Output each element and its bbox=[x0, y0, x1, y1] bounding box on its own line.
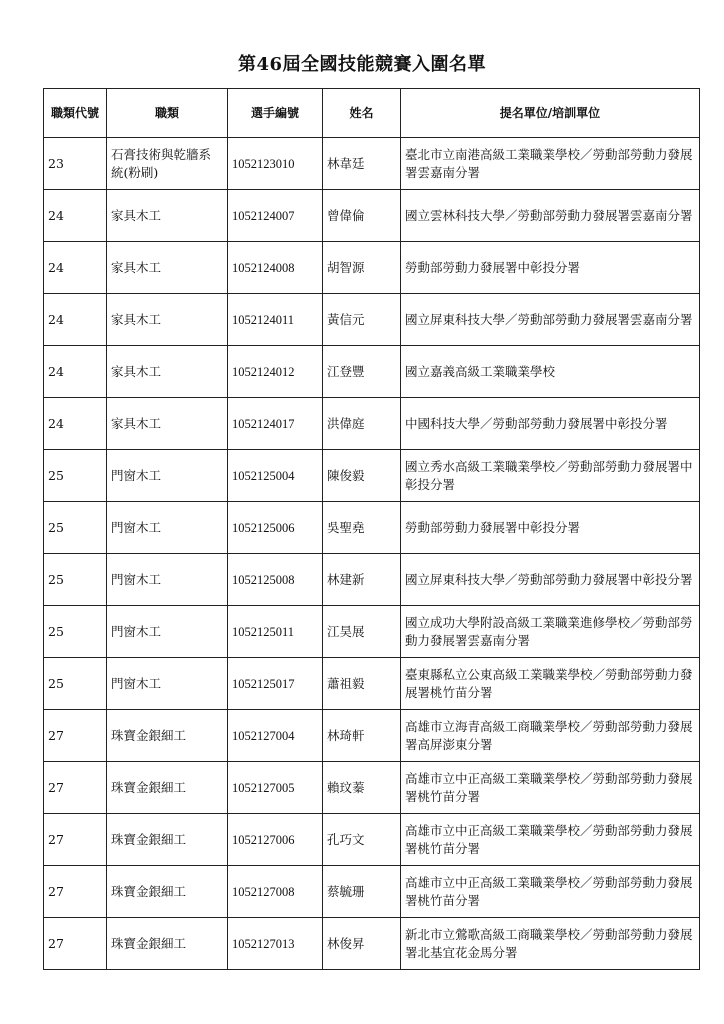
table-row bbox=[44, 866, 700, 918]
unit-cell: 勞動部勞動力發展署中彰投分署 bbox=[401, 502, 700, 554]
table-row bbox=[44, 658, 700, 710]
table-row bbox=[44, 138, 700, 190]
code-cell: 24 bbox=[44, 294, 107, 346]
header-name: 姓名 bbox=[323, 89, 401, 138]
unit-cell: 國立雲林科技大學／勞動部勞動力發展署雲嘉南分署 bbox=[401, 190, 700, 242]
name-cell: 胡智源 bbox=[323, 242, 401, 294]
code-cell: 27 bbox=[44, 814, 107, 866]
unit-cell: 新北市立鶯歌高級工商職業學校／勞動部勞動力發展署北基宜花金馬分署 bbox=[401, 918, 700, 970]
code-cell: 25 bbox=[44, 606, 107, 658]
trade-cell: 門窗木工 bbox=[107, 554, 228, 606]
code-cell: 25 bbox=[44, 502, 107, 554]
table-row bbox=[44, 554, 700, 606]
code-cell: 27 bbox=[44, 866, 107, 918]
competitor-number-cell: 1052124011 bbox=[228, 294, 323, 346]
unit-cell: 臺東縣私立公東高級工業職業學校／勞動部勞動力發展署桃竹苗分署 bbox=[401, 658, 700, 710]
table-row bbox=[44, 814, 700, 866]
competitor-number-cell: 1052127006 bbox=[228, 814, 323, 866]
name-cell: 江登豐 bbox=[323, 346, 401, 398]
competitor-number-cell: 1052125017 bbox=[228, 658, 323, 710]
competitor-number-cell: 1052125006 bbox=[228, 502, 323, 554]
competitor-number-cell: 1052124008 bbox=[228, 242, 323, 294]
code-cell: 27 bbox=[44, 710, 107, 762]
unit-cell: 國立嘉義高級工業職業學校 bbox=[401, 346, 700, 398]
trade-cell: 珠寶金銀細工 bbox=[107, 814, 228, 866]
unit-cell: 中國科技大學／勞動部勞動力發展署中彰投分署 bbox=[401, 398, 700, 450]
code-cell: 25 bbox=[44, 450, 107, 502]
table-row bbox=[44, 710, 700, 762]
code-cell: 25 bbox=[44, 658, 107, 710]
code-cell: 24 bbox=[44, 190, 107, 242]
table-row bbox=[44, 294, 700, 346]
unit-cell: 高雄市立中正高級工業職業學校／勞動部勞動力發展署桃竹苗分署 bbox=[401, 814, 700, 866]
unit-cell: 國立秀水高級工業職業學校／勞動部勞動力發展署中彰投分署 bbox=[401, 450, 700, 502]
table-row bbox=[44, 606, 700, 658]
name-cell: 孔巧文 bbox=[323, 814, 401, 866]
header-unit: 提名單位/培訓單位 bbox=[401, 89, 700, 138]
trade-cell: 門窗木工 bbox=[107, 450, 228, 502]
code-cell: 25 bbox=[44, 554, 107, 606]
name-cell: 蔡毓珊 bbox=[323, 866, 401, 918]
competitor-number-cell: 1052124012 bbox=[228, 346, 323, 398]
name-cell: 賴玟蓁 bbox=[323, 762, 401, 814]
competitor-number-cell: 1052123010 bbox=[228, 138, 323, 190]
code-cell: 23 bbox=[44, 138, 107, 190]
competitor-number-cell: 1052125004 bbox=[228, 450, 323, 502]
unit-cell: 國立屏東科技大學／勞動部勞動力發展署雲嘉南分署 bbox=[401, 294, 700, 346]
code-cell: 24 bbox=[44, 398, 107, 450]
page-title: 第46屆全國技能競賽入圍名單 bbox=[237, 54, 487, 75]
trade-cell: 門窗木工 bbox=[107, 658, 228, 710]
trade-cell: 珠寶金銀細工 bbox=[107, 866, 228, 918]
table-row bbox=[44, 346, 700, 398]
trade-cell: 門窗木工 bbox=[107, 502, 228, 554]
table-row bbox=[44, 190, 700, 242]
competitor-number-cell: 1052125008 bbox=[228, 554, 323, 606]
trade-cell: 珠寶金銀細工 bbox=[107, 762, 228, 814]
trade-cell: 家具木工 bbox=[107, 190, 228, 242]
trade-cell: 家具木工 bbox=[107, 294, 228, 346]
table-row bbox=[44, 762, 700, 814]
unit-cell: 臺北市立南港高級工業職業學校／勞動部勞動力發展署雲嘉南分署 bbox=[401, 138, 700, 190]
code-cell: 24 bbox=[44, 242, 107, 294]
name-cell: 江昊展 bbox=[323, 606, 401, 658]
trade-cell: 珠寶金銀細工 bbox=[107, 918, 228, 970]
code-cell: 24 bbox=[44, 346, 107, 398]
name-cell: 陳俊毅 bbox=[323, 450, 401, 502]
name-cell: 吳聖堯 bbox=[323, 502, 401, 554]
unit-cell: 國立屏東科技大學／勞動部勞動力發展署中彰投分署 bbox=[401, 554, 700, 606]
trade-cell: 珠寶金銀細工 bbox=[107, 710, 228, 762]
trade-cell: 石膏技術與乾牆系統(粉刷) bbox=[107, 138, 228, 190]
unit-cell: 高雄市立中正高級工業職業學校／勞動部勞動力發展署桃竹苗分署 bbox=[401, 866, 700, 918]
name-cell: 洪偉庭 bbox=[323, 398, 401, 450]
competitor-number-cell: 1052127004 bbox=[228, 710, 323, 762]
table-row bbox=[44, 450, 700, 502]
unit-cell: 國立成功大學附設高級工業職業進修學校／勞動部勞動力發展署雲嘉南分署 bbox=[401, 606, 700, 658]
competitor-number-cell: 1052127008 bbox=[228, 866, 323, 918]
table-body bbox=[44, 138, 700, 970]
roster-table bbox=[43, 88, 700, 970]
competitor-number-cell: 1052125011 bbox=[228, 606, 323, 658]
competitor-number-cell: 1052127005 bbox=[228, 762, 323, 814]
table-header-row bbox=[44, 89, 700, 138]
trade-cell: 家具木工 bbox=[107, 398, 228, 450]
unit-cell: 高雄市立海青高級工商職業學校／勞動部勞動力發展署高屏澎東分署 bbox=[401, 710, 700, 762]
code-cell: 27 bbox=[44, 918, 107, 970]
name-cell: 林韋廷 bbox=[323, 138, 401, 190]
name-cell: 黃信元 bbox=[323, 294, 401, 346]
header-code: 職類代號 bbox=[44, 89, 107, 138]
trade-cell: 家具木工 bbox=[107, 346, 228, 398]
unit-cell: 高雄市立中正高級工業職業學校／勞動部勞動力發展署桃竹苗分署 bbox=[401, 762, 700, 814]
competitor-number-cell: 1052124017 bbox=[228, 398, 323, 450]
unit-cell: 勞動部勞動力發展署中彰投分署 bbox=[401, 242, 700, 294]
name-cell: 林琦軒 bbox=[323, 710, 401, 762]
name-cell: 林俊昇 bbox=[323, 918, 401, 970]
table-row bbox=[44, 502, 700, 554]
name-cell: 林建新 bbox=[323, 554, 401, 606]
competitor-number-cell: 1052124007 bbox=[228, 190, 323, 242]
header-number: 選手編號 bbox=[228, 89, 323, 138]
table-row bbox=[44, 918, 700, 970]
trade-cell: 門窗木工 bbox=[107, 606, 228, 658]
table-row bbox=[44, 398, 700, 450]
trade-cell: 家具木工 bbox=[107, 242, 228, 294]
competitor-number-cell: 1052127013 bbox=[228, 918, 323, 970]
code-cell: 27 bbox=[44, 762, 107, 814]
name-cell: 曾偉倫 bbox=[323, 190, 401, 242]
table-row bbox=[44, 242, 700, 294]
header-trade: 職類 bbox=[107, 89, 228, 138]
name-cell: 蕭祖毅 bbox=[323, 658, 401, 710]
